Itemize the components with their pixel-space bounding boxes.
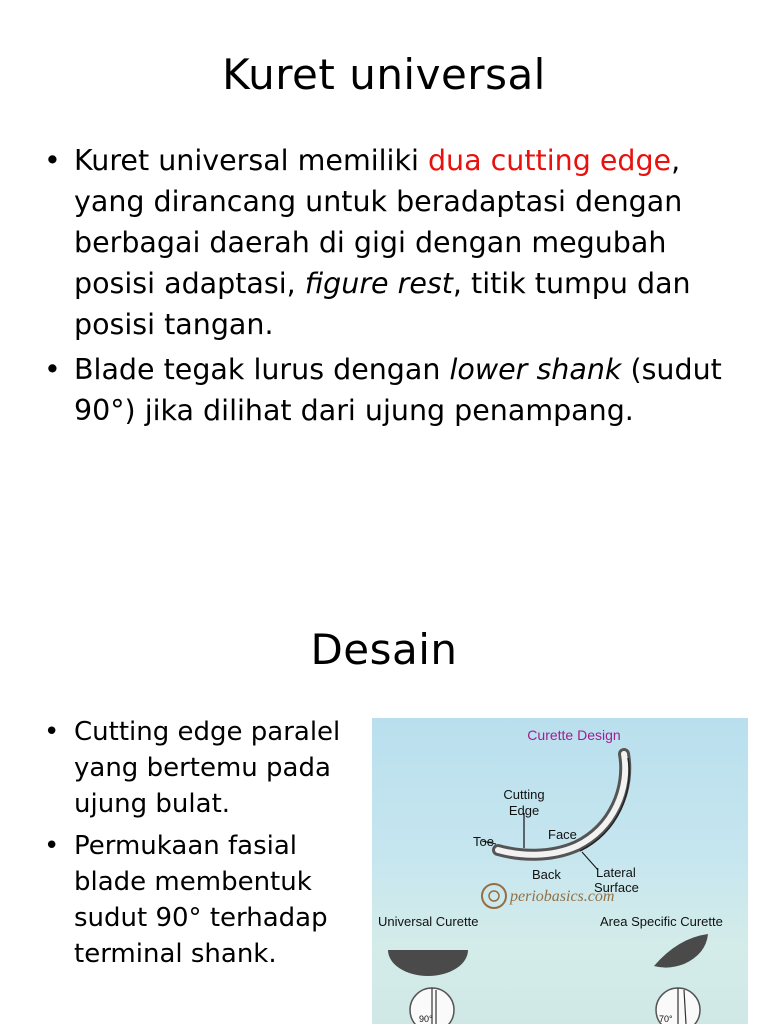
bullet-list-kuret-universal <box>44 140 744 435</box>
bullet-text: , yang dirancang untuk beradaptasi dengan berbagai daerah di gigi dengan megubah posisi adaptasi, <box>74 144 683 300</box>
figure-title: Curette Design <box>527 727 621 743</box>
watermark-logo-icon <box>482 884 506 908</box>
bullet-text: Blade tegak lurus dengan <box>74 353 450 386</box>
area-specific-curette-cross-section <box>654 934 708 968</box>
bullet-item <box>44 828 374 972</box>
bullet-text: , titik tumpu dan posisi tangan. <box>74 267 691 341</box>
label-universal-curette: Universal Curette <box>378 914 479 929</box>
italic-text: lower shank <box>449 353 622 386</box>
label-back: Back <box>532 867 561 882</box>
bullet-list-desain <box>44 714 374 978</box>
bullet-text: Permukaan fasial blade membentuk sudut 90° terhadap terminal shank. <box>74 831 328 969</box>
label-face: Face <box>548 827 577 842</box>
curette-design-figure <box>372 718 748 1024</box>
bullet-item <box>44 140 744 345</box>
watermark-text: periobasics.com <box>510 888 615 905</box>
curette-design-illustration <box>372 718 748 1024</box>
area-specific-angle-label: 70° <box>659 1014 673 1024</box>
label-surface: Surface <box>594 880 639 895</box>
bullet-item <box>44 714 374 822</box>
universal-angle-label: 90° <box>419 1014 433 1024</box>
bullet-text: Kuret universal memiliki <box>74 144 428 177</box>
label-toe: Toe <box>473 834 494 849</box>
watermark-logo-inner-icon <box>489 891 499 901</box>
label-area-specific-curette: Area Specific Curette <box>600 914 723 929</box>
bullet-text: (sudut 90°) jika dilihat dari ujung penampang. <box>74 353 722 427</box>
universal-angle-diagram <box>410 988 454 1024</box>
highlight-text: dua cutting edge <box>427 144 672 177</box>
bullet-text: Cutting edge paralel yang bertemu pada ujung bulat. <box>74 717 341 819</box>
label-lateral: Lateral <box>596 865 636 880</box>
universal-curette-cross-section <box>388 950 468 976</box>
label-cutting: Cutting <box>503 787 545 802</box>
label-edge: Edge <box>508 803 540 818</box>
area-specific-angle-diagram <box>656 988 700 1024</box>
bullet-item <box>44 349 744 431</box>
slide-title-desain: Desain <box>310 625 458 674</box>
slide-title-kuret-universal: Kuret universal <box>222 50 546 99</box>
italic-text: figure rest <box>304 267 453 300</box>
periobasics-watermark <box>482 884 614 908</box>
